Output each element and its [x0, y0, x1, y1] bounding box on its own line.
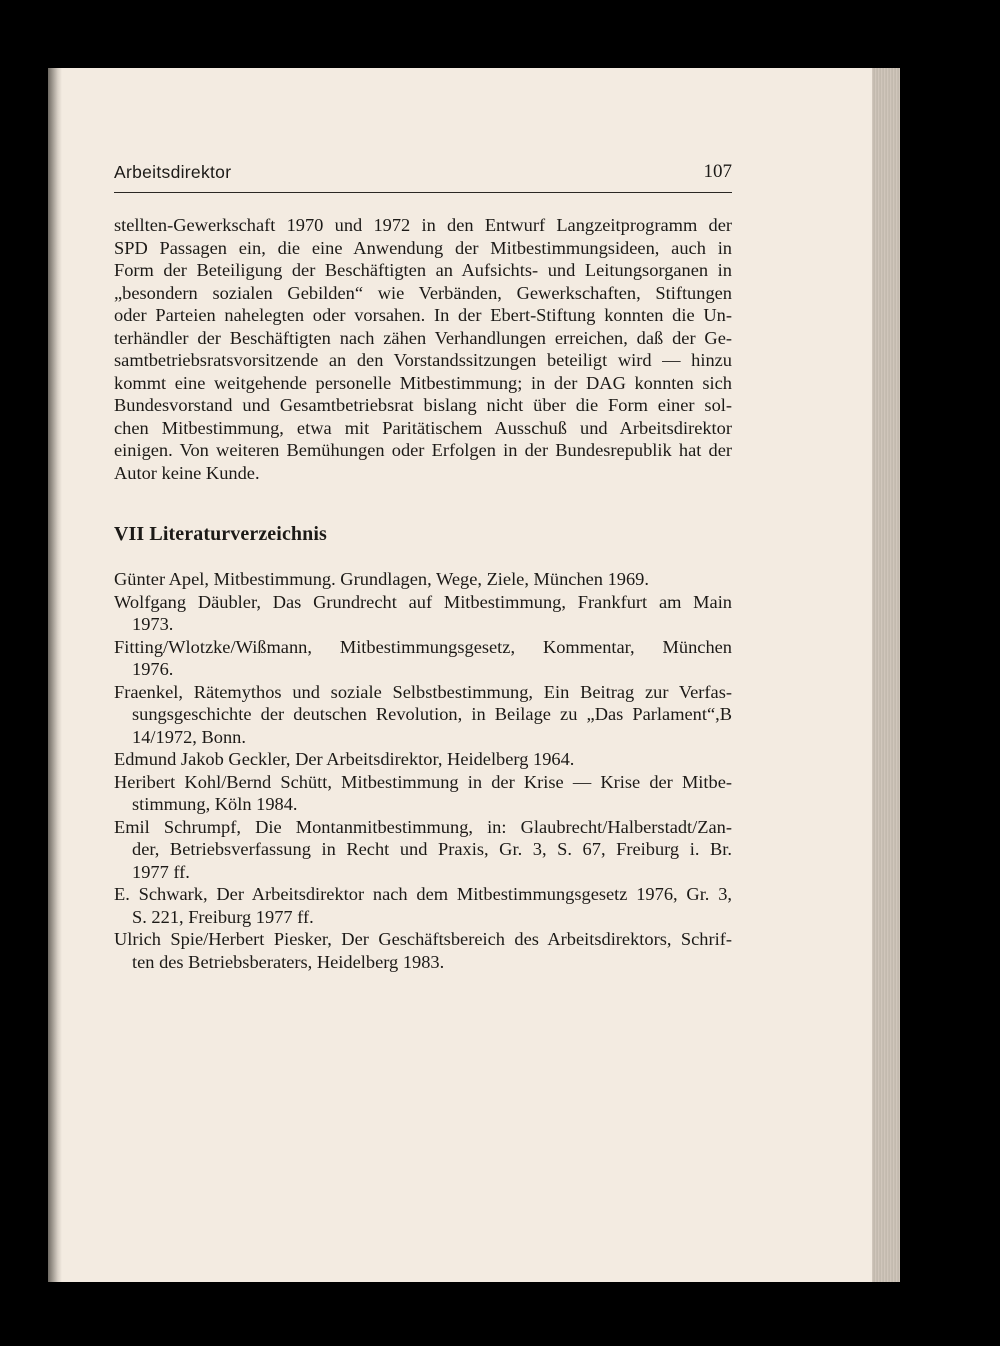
reference-entry [114, 681, 732, 749]
body-line: chen Mitbestimmung, etwa mit Paritätischem Ausschuß und Arbeitsdirektor [114, 417, 732, 438]
body-line: Autor keine Kunde. [114, 462, 260, 483]
reference-entry [114, 636, 732, 681]
reference-line: 14/1972, Bonn. [132, 726, 246, 747]
reference-line: sungsgeschichte der deutschen Revolution, in Beilage zu „Das Parlament“,B [132, 704, 732, 724]
reference-line: 1977 ff. [132, 861, 190, 882]
reference-entry [114, 816, 732, 884]
running-head [114, 160, 732, 193]
reference-line: Fraenkel, Rätemythos und soziale Selbstbestimmung, Ein Beitrag zur Verfas- [114, 681, 732, 702]
reference-entry [114, 928, 732, 973]
body-line: „besondern sozialen Gebilden“ wie Verbänden, Gewerkschaften, Stiftungen [114, 282, 732, 303]
reference-line: stimmung, Köln 1984. [132, 794, 298, 814]
reference-line: E. Schwark, Der Arbeitsdirektor nach dem Mitbestimmungsgesetz 1976, Gr. 3, [114, 884, 732, 904]
reference-line: Ulrich Spie/Herbert Piesker, Der Geschäftsbereich des Arbeitsdirektors, Schrif- [114, 929, 732, 949]
body-line: samtbetriebsratsvorsitzende an den Vorstandssitzungen beteiligt wird — hinzu [114, 350, 732, 370]
reference-entry [114, 748, 732, 771]
reference-line: Emil Schrumpf, Die Montanmitbestimmung, in: Glaubrecht/Halberstadt/Zan- [114, 816, 732, 837]
reference-list [114, 568, 732, 973]
body-line: einigen. Von weiteren Bemühungen oder Erfolgen in der Bundesrepublik hat der [114, 440, 732, 460]
reference-entry [114, 771, 732, 816]
body-line: SPD Passagen ein, die eine Anwendung der Mitbestimmungsideen, auch in [114, 237, 732, 258]
reference-line: Fitting/Wlotzke/Wißmann, Mitbestimmungsgesetz, Kommentar, München [114, 636, 732, 657]
body-line: oder Parteien nahelegten oder vorsahen. In der Ebert-Stiftung konnten die Un- [114, 305, 732, 325]
reference-line: der, Betriebsverfassung in Recht und Praxis, Gr. 3, S. 67, Freiburg i. Br. [132, 839, 732, 859]
reference-line: ten des Betriebsberaters, Heidelberg 1983. [132, 951, 445, 972]
reference-line: Günter Apel, Mitbestimmung. Grundlagen, Wege, Ziele, München 1969. [114, 569, 649, 589]
body-line: kommt eine weitgehende personelle Mitbestimmung; in der DAG konnten sich [114, 372, 732, 393]
reference-line: S. 221, Freiburg 1977 ff. [132, 906, 314, 927]
reference-line: Edmund Jakob Geckler, Der Arbeitsdirektor, Heidelberg 1964. [114, 749, 575, 769]
page-edges [872, 68, 900, 1282]
reference-line: Heribert Kohl/Bernd Schütt, Mitbestimmung in der Krise — Krise der Mitbe- [114, 771, 732, 792]
body-line: Form der Beteiligung der Beschäftigten an Aufsichts- und Leitungsorganen in [114, 260, 732, 280]
reference-line: Wolfgang Däubler, Das Grundrecht auf Mitbestimmung, Frankfurt am Main [114, 591, 732, 612]
body-paragraph [114, 214, 732, 484]
body-line: Bundesvorstand und Gesamtbetriebsrat bislang nicht über die Form einer sol- [114, 395, 732, 415]
reference-entry [114, 883, 732, 928]
page-number: 107 [703, 161, 732, 182]
section-heading: VII Literaturverzeichnis [114, 523, 327, 545]
body-line: stellten-Gewerkschaft 1970 und 1972 in den Entwurf Langzeitprogramm der [114, 215, 732, 235]
running-title: Arbeitsdirektor [114, 162, 232, 182]
reference-entry [114, 591, 732, 636]
reference-entry [114, 568, 732, 591]
reference-line: 1973. [132, 614, 174, 634]
reference-line: 1976. [132, 659, 174, 679]
spine-shadow [48, 68, 62, 1282]
book-page [48, 68, 900, 1282]
body-line: terhändler der Beschäftigten nach zähen Verhandlungen erreichen, daß der Ge- [114, 327, 732, 348]
